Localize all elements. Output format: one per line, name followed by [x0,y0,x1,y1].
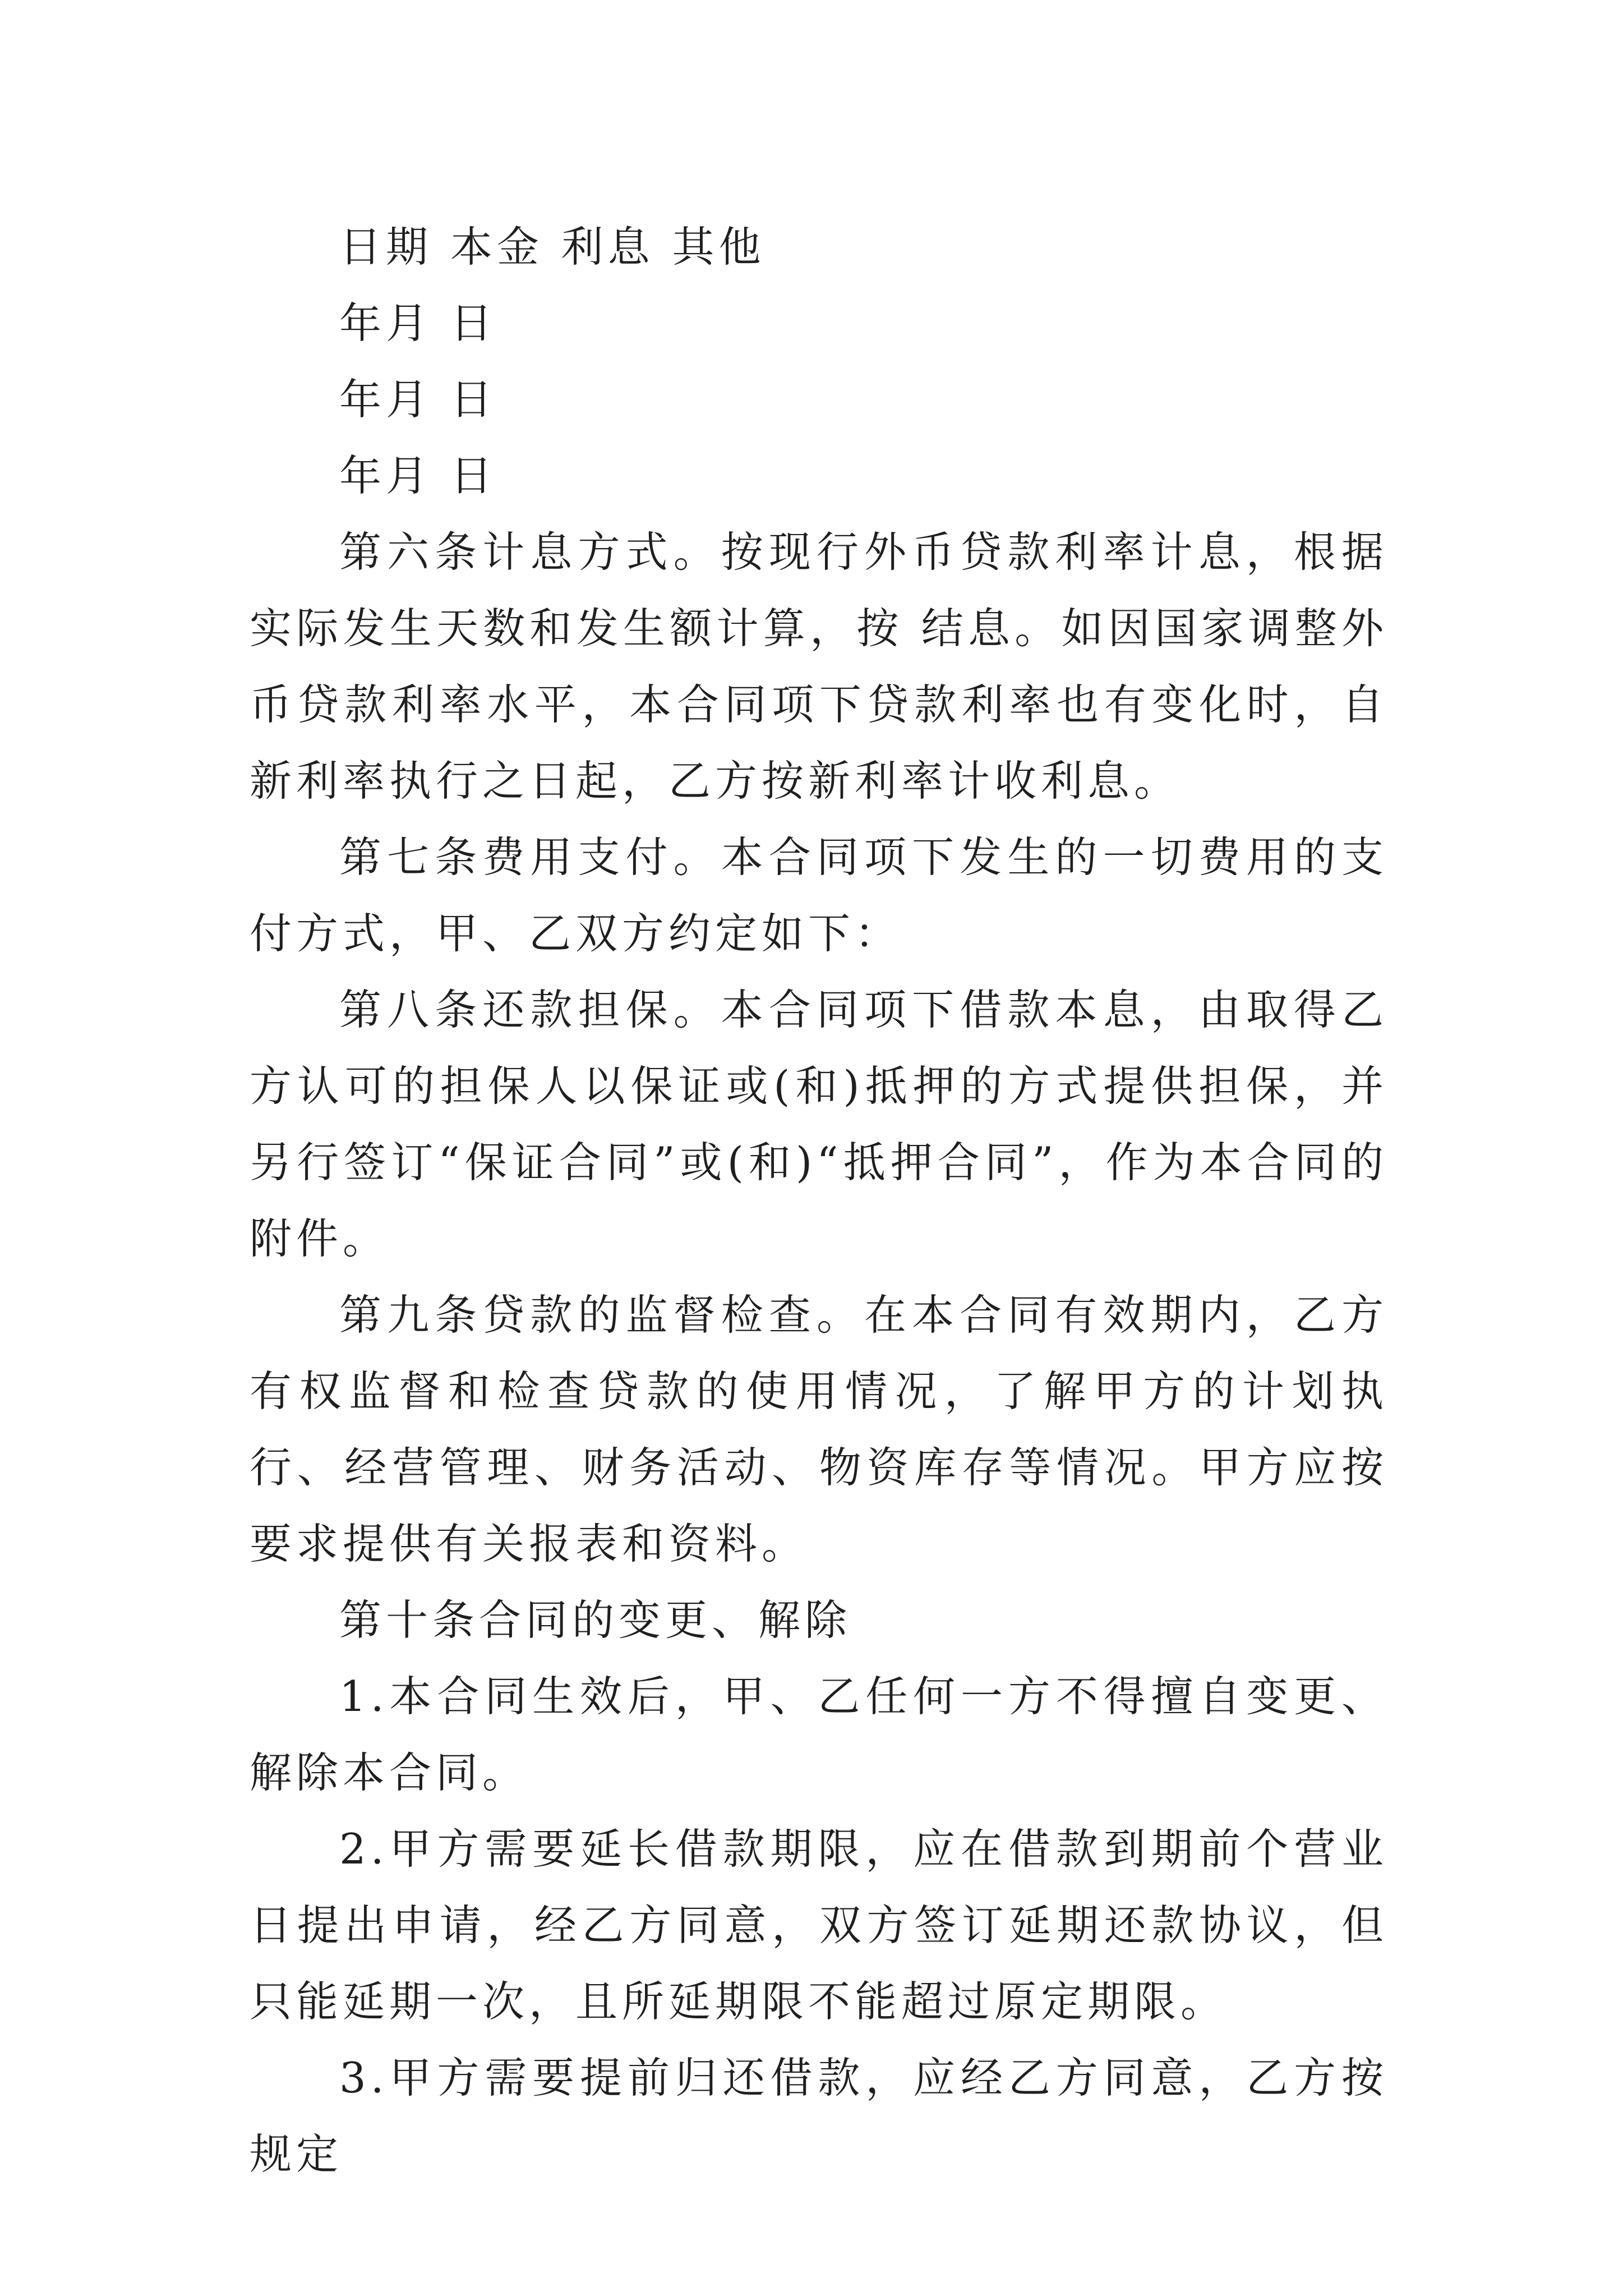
repayment-schedule-row: 年月 日 [339,298,497,348]
repayment-schedule-row: 年月 日 [339,451,497,500]
article-10-title: 第十条合同的变更、解除 [339,1595,852,1645]
document-body [250,209,1388,2192]
article-10-item-3: 3.甲方需要提前归还借款，应经乙方同意，乙方按规定 [250,2053,1388,2179]
repayment-schedule-header: 日期 本金 利息 其他 [339,222,766,272]
article-10-item-1: 1.本合同生效后，甲、乙任何一方不得擅自变更、解除本合同。 [250,1672,1388,1797]
article-7-fee-payment: 第七条费用支付。本合同项下发生的一切费用的支付方式，甲、乙双方约定如下： [250,832,1388,958]
article-8-repayment-guarantee: 第八条还款担保。本合同项下借款本息，由取得乙方认可的担保人以保证或(和)抵押的方式提供担保，并另行签订“保证合同”或(和)“抵押合同”，作为本合同的附件。 [250,985,1388,1263]
article-6-interest-method: 第六条计息方式。按现行外币贷款利率计息，根据实际发生天数和发生额计算，按 结息。如因国家调整外币贷款利率水平，本合同项下贷款利率也有变化时，自新利率执行之日起，乙方按新利率计收利息。 [250,527,1388,806]
article-10-item-2: 2.甲方需要延长借款期限，应在借款到期前个营业日提出申请，经乙方同意，双方签订延期还款协议，但只能延期一次，且所延期限不能超过原定期限。 [250,1824,1388,2026]
article-9-loan-supervision: 第九条贷款的监督检查。在本合同有效期内，乙方有权监督和检查贷款的使用情况，了解甲方的计划执行、经营管理、财务活动、物资库存等情况。甲方应按要求提供有关报表和资料。 [250,1290,1388,1568]
repayment-schedule-row: 年月 日 [339,375,497,424]
